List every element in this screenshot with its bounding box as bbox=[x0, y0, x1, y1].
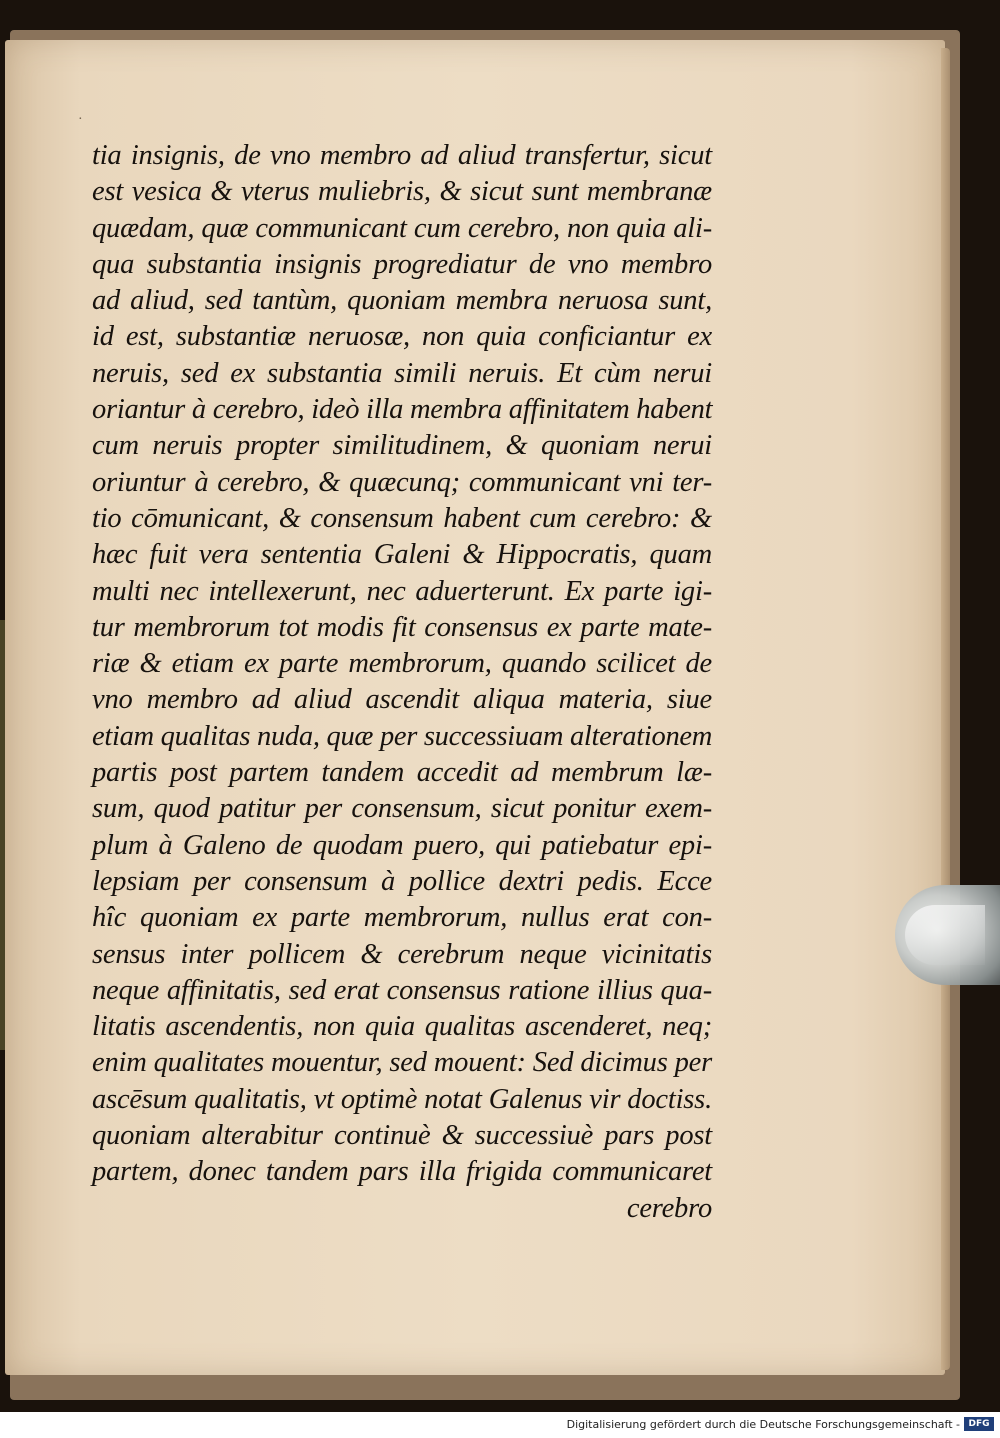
text-line: multi nec intellexerunt, nec aduerterunt. Ex parte igi- bbox=[92, 575, 712, 607]
text-line: oriuntur à cerebro, & quæcunq; communicant vni ter- bbox=[92, 466, 712, 498]
text-line: tio cōmunicant, & consensum habent cum cerebro: & bbox=[92, 502, 712, 534]
text-line: sum, quod patitur per consensum, sicut ponitur exem- bbox=[92, 793, 712, 825]
text-line: ascēsum qualitatis, vt optimè notat Galenus vir doctiss. bbox=[92, 1083, 712, 1115]
text-line: enim qualitates mouentur, sed mouent: Sed dicimus per bbox=[92, 1047, 712, 1079]
text-line: partem, donec tandem pars illa frigida communicaret bbox=[92, 1156, 712, 1188]
catchword: cerebro bbox=[626, 1192, 712, 1224]
funding-credit: Digitalisierung gefördert durch die Deutsche Forschungsgemeinschaft - bbox=[566, 1418, 960, 1431]
text-line: hæc fuit vera sententia Galeni & Hippocratis, quam bbox=[92, 539, 712, 571]
page-text bbox=[92, 138, 712, 1227]
text-line: quoniam alterabitur continuè & successiuè pars post bbox=[92, 1120, 712, 1152]
page-edge bbox=[941, 48, 950, 1370]
text-line: tia insignis, de vno membro ad aliud transfertur, sicut bbox=[92, 140, 712, 171]
text-line: quædam, quæ communicant cum cerebro, non quia ali- bbox=[92, 212, 712, 244]
text-line: etiam qualitas nuda, quæ per successiuam alterationem bbox=[92, 720, 713, 752]
page-mark: · bbox=[78, 112, 83, 127]
text-line: cum neruis propter similitudinem, & quoniam nerui bbox=[92, 430, 712, 462]
text-line: partis post partem tandem accedit ad membrum læ- bbox=[92, 757, 712, 789]
text-line: plum à Galeno de quodam puero, qui patiebatur epi- bbox=[92, 829, 712, 861]
text-line: neque affinitatis, sed erat consensus ratione illius qua- bbox=[92, 974, 712, 1006]
page-clip-highlight bbox=[905, 905, 985, 965]
text-line: neruis, sed ex substantia simili neruis. Et cùm nerui bbox=[92, 357, 712, 389]
text-line: id est, substantiæ neruosæ, non quia conficiantur ex bbox=[92, 321, 712, 353]
text-line: lepsiam per consensum à pollice dextri pedis. Ecce bbox=[92, 865, 712, 897]
text-line: oriantur à cerebro, ideò illa membra affinitatem habent bbox=[92, 394, 713, 426]
text-line: ad aliud, sed tantùm, quoniam membra neruosa sunt, bbox=[92, 285, 712, 317]
text-line: sensus inter pollicem & cerebrum neque vicinitatis bbox=[92, 938, 712, 970]
text-line: vno membro ad aliud ascendit aliqua materia, siue bbox=[92, 684, 712, 716]
text-line: qua substantia insignis progrediatur de vno membro bbox=[92, 248, 712, 280]
dfg-logo: DFG bbox=[964, 1417, 994, 1431]
text-line: litatis ascendentis, non quia qualitas ascenderet, neq; bbox=[92, 1011, 712, 1043]
text-line: riæ & etiam ex parte membrorum, quando scilicet de bbox=[92, 648, 712, 680]
text-line: est vesica & vterus muliebris, & sicut sunt membranæ bbox=[92, 176, 712, 208]
text-line: tur membrorum tot modis fit consensus ex parte mate- bbox=[92, 611, 712, 643]
text-line: hîc quoniam ex parte membrorum, nullus erat con- bbox=[92, 902, 712, 934]
